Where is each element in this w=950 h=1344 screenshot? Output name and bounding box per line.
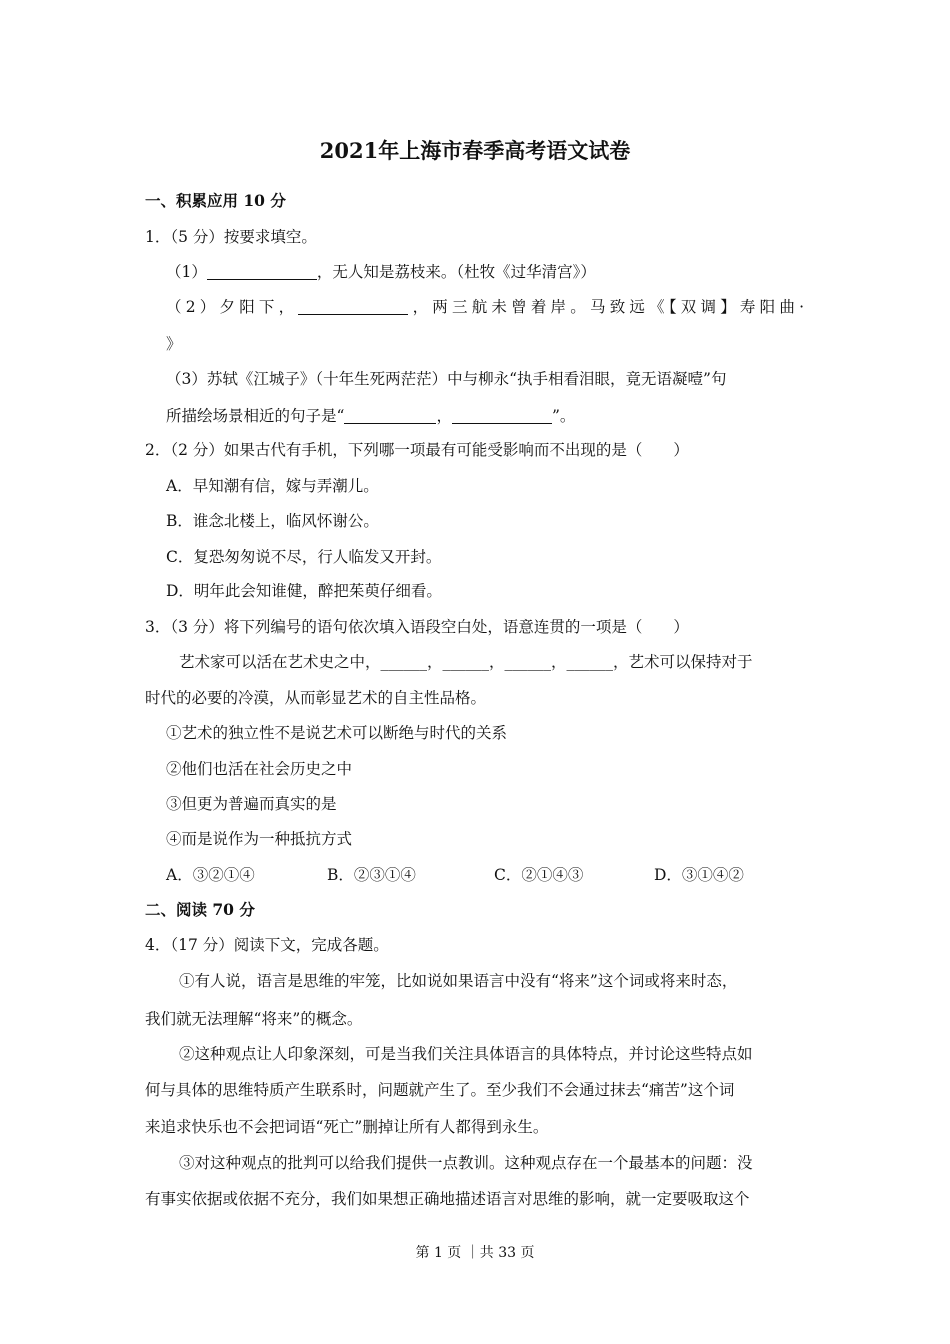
question-1-part-1 <box>166 261 596 283</box>
q1-p2-text: ，两三航未曾着岸。马致远《【双调】寿阳曲· <box>408 298 804 316</box>
question-3-item-1: ①艺术的独立性不是说艺术可以断绝与时代的关系 <box>166 724 508 742</box>
q1-p3-end: ”。 <box>551 407 576 425</box>
fill-blank[interactable] <box>344 406 436 424</box>
question-4-stem: 4．（17 分）阅读下文，完成各题。 <box>145 936 389 954</box>
question-1-part-2 <box>166 296 804 318</box>
question-3-passage: 艺术家可以活在艺术史之中，______，______，______，______，艺术可以保持对于 <box>179 653 753 671</box>
question-2-option-d[interactable]: D．明年此会知谁健，醉把茱萸仔细看。 <box>166 582 442 600</box>
q1-p3-text: 所描绘场景相近的句子是“ <box>166 407 345 425</box>
section-heading-2: 二、阅读 70 分 <box>145 900 255 919</box>
question-3-item-2: ②他们也活在社会历史之中 <box>166 760 353 778</box>
question-3-option-d[interactable]: D．③①④② <box>654 866 744 884</box>
question-3-passage-cont: 时代的必要的冷漠，从而彰显艺术的自主性品格。 <box>145 689 487 707</box>
section-heading-1: 一、积累应用 10 分 <box>145 191 286 210</box>
question-3-option-a[interactable]: A．③②①④ <box>166 866 255 884</box>
question-1-part-3-cont <box>166 405 575 427</box>
page-footer: 第 1 页 ｜共 33 页 <box>415 1245 535 1261</box>
question-3-option-c[interactable]: C．②①④③ <box>494 866 584 884</box>
q1-p2-label: （2）夕阳下， <box>166 298 299 316</box>
fill-blank[interactable] <box>452 406 552 424</box>
question-2-stem: 2．（2 分）如果古代有手机，下列哪一项最有可能受影响而不出现的是（ ） <box>145 441 689 459</box>
fill-blank[interactable] <box>298 297 408 315</box>
question-3-option-b[interactable]: B．②③①④ <box>327 866 416 884</box>
question-3-item-4: ④而是说作为一种抵抗方式 <box>166 830 353 848</box>
q1-p1-label: （1） <box>166 263 207 281</box>
question-1-part-2-cont: 》 <box>166 335 182 353</box>
paragraph-line: ②这种观点让人印象深刻，可是当我们关注具体语言的具体特点，并讨论这些特点如 <box>179 1045 753 1063</box>
question-3-stem: 3．（3 分）将下列编号的语句依次填入语段空白处，语意连贯的一项是（ ） <box>145 618 689 636</box>
paragraph-line: 来追求快乐也不会把词语“死亡”删掉让所有人都得到永生。 <box>145 1118 549 1136</box>
q1-p1-text: ，无人知是荔枝来。（杜牧《过华清宫》） <box>316 263 596 281</box>
question-2-option-a[interactable]: A．早知潮有信，嫁与弄潮儿。 <box>166 477 379 495</box>
question-2-option-c[interactable]: C．复恐匆匆说不尽，行人临发又开封。 <box>166 548 442 566</box>
question-1-part-3: （3）苏轼《江城子》（十年生死两茫茫）中与柳永“执手相看泪眼，竟无语凝噎”句 <box>166 370 727 388</box>
paragraph-line: 我们就无法理解“将来”的概念。 <box>145 1010 363 1028</box>
question-3-item-3: ③但更为普遍而真实的是 <box>166 795 337 813</box>
fill-blank[interactable] <box>207 262 317 280</box>
paragraph-line: 何与具体的思维特质产生联系时，问题就产生了。至少我们不会通过抹去“痛苦”这个词 <box>145 1081 735 1099</box>
q1-p3-comma: ， <box>436 407 452 425</box>
page-title: 2021年上海市春季高考语文试卷 <box>319 138 631 163</box>
paragraph-line: ③对这种观点的批判可以给我们提供一点教训。这种观点存在一个最基本的问题：没 <box>179 1154 753 1172</box>
paragraph-line: ①有人说，语言是思维的牢笼，比如说如果语言中没有“将来”这个词或将来时态， <box>179 972 738 990</box>
paragraph-line: 有事实依据或依据不充分，我们如果想正确地描述语言对思维的影响，就一定要吸取这个 <box>145 1190 750 1208</box>
question-1-stem: 1．（5 分）按要求填空。 <box>145 228 317 246</box>
question-2-option-b[interactable]: B．谁念北楼上，临风怀谢公。 <box>166 512 379 530</box>
